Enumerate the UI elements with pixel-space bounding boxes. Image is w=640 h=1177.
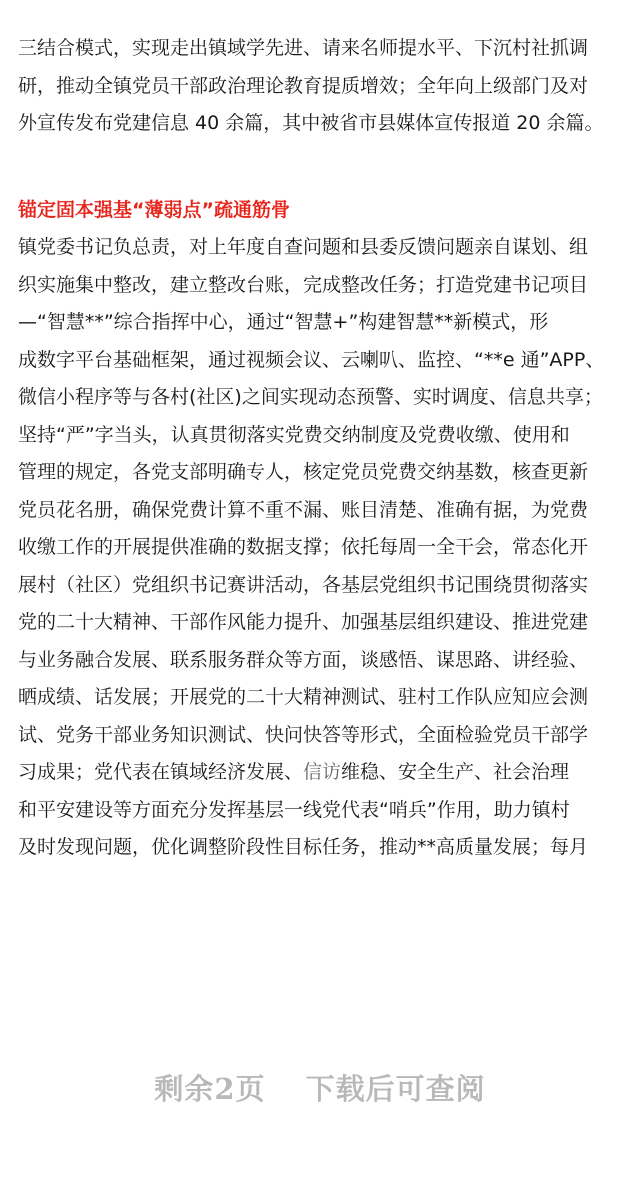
- text-line: 三结合模式，实现走出镇域学先进、请来名师提水平、下沉村社抓调: [18, 37, 589, 59]
- text-segment: 习成果；党代表在镇域经济发展、: [18, 761, 304, 783]
- text-line: 成数字平台基础框架，通过视频会议、云喇叭、监控、“**e 通”APP、: [18, 348, 605, 371]
- text-line: 外宣传发布党建信息 40 余篇，其中被省市县媒体宣传报道 20 余篇。: [18, 112, 604, 134]
- text-segment: 维稳、安全生产、社会治理: [341, 761, 570, 783]
- text-line: 展村（社区）党组织书记赛讲活动，各基层党组织书记围绕贯彻落实: [18, 573, 589, 596]
- download-prompt: [0, 1066, 640, 1112]
- text-line: —“智慧**”综合指挥中心，通过“智慧+”构建智慧**新模式，形: [18, 311, 549, 333]
- text-line: 研，推动全镇党员干部政治理论教育提质增效；全年向上级部门及对: [18, 74, 589, 97]
- text-line: 织实施集中整改，建立整改台账，完成整改任务；打造党建书记项目: [18, 273, 589, 296]
- text-line: 微信小程序等与各村(社区)之间实现动态预警、实时调度、信息共享；: [18, 386, 603, 408]
- remaining-pages-label: 剩余2页: [154, 1072, 266, 1106]
- text-line: 与业务融合发展、联系服务群众等方面，谈感悟、谋思路、讲经验、: [18, 648, 589, 671]
- text-line: 管理的规定，各党支部明确专人，核定党员党费交纳基数，核查更新: [18, 461, 589, 483]
- text-line: 及时发现问题，优化调整阶段性目标任务，推动**高质量发展；每月: [18, 836, 589, 858]
- text-line: 和平安建设等方面充分发挥基层一线党代表“哨兵”作用，助力镇村: [18, 798, 570, 821]
- text-line-with-muted-word: [18, 754, 622, 792]
- download-hint-label: 下载后可查阅: [305, 1072, 486, 1106]
- document-article: [18, 30, 622, 867]
- paragraph-top: [18, 30, 622, 143]
- text-line: 党的二十大精神、干部作风能力提升、加强基层组织建设、推进党建: [18, 611, 589, 633]
- read-more-link[interactable]: [154, 1066, 485, 1112]
- text-line: 晒成绩、话发展；开展党的二十大精神测试、驻村工作队应知应会测: [18, 686, 589, 708]
- paragraph-main: [18, 229, 622, 867]
- muted-word: 信访: [303, 761, 342, 783]
- text-line: 镇党委书记负总责，对上年度自查问题和县委反馈问题亲自谋划、组: [18, 236, 589, 258]
- text-line: 坚持“严”字当头，认真贯彻落实党费交纳制度及党费收缴、使用和: [18, 423, 570, 446]
- text-line: 收缴工作的开展提供准确的数据支撑；依托每周一全干会，常态化开: [18, 536, 589, 558]
- text-line: 试、党务干部业务知识测试、快问快答等形式，全面检验党员干部学: [18, 723, 589, 746]
- section-heading: 锚定固本强基“薄弱点”疏通筋骨: [18, 198, 290, 221]
- text-line: 党员花名册，确保党费计算不重不漏、账目清楚、准确有据，为党费: [18, 498, 589, 521]
